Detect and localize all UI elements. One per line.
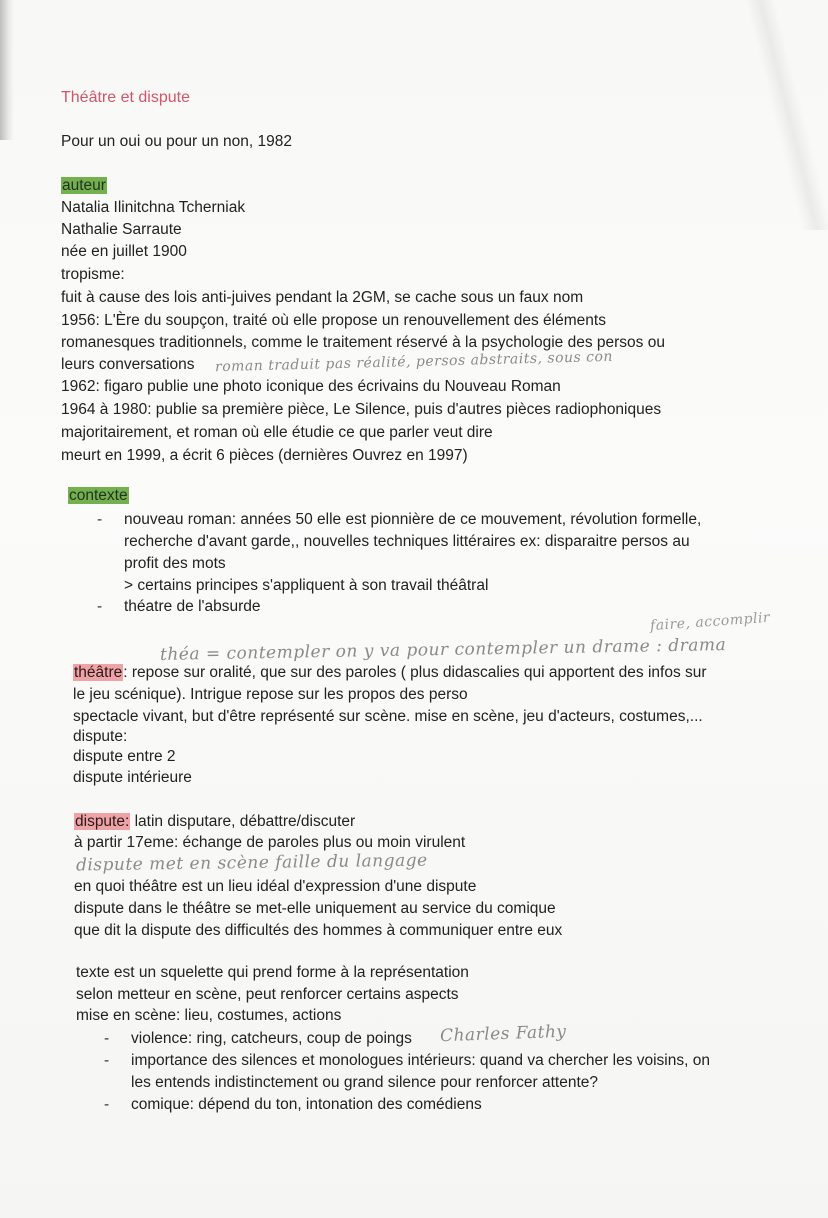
dispute-question: en quoi théâtre est un lieu idéal d'expression d'une dispute <box>74 878 477 895</box>
document-title: Théâtre et dispute <box>61 89 190 106</box>
contexte-bullet-line: recherche d'avant garde,, nouvelles techniques littéraires ex: disparaitre persos au <box>124 533 690 550</box>
theatre-line: dispute: <box>73 728 128 745</box>
dispute-line: à partir 17eme: échange de paroles plus ou moin virulent <box>74 834 466 851</box>
section-label-auteur: auteur <box>62 177 106 194</box>
auteur-line: Natalia Ilinitchna Tcherniak <box>61 199 246 216</box>
mise-en-scene-line: selon metteur en scène, peut renforcer certains aspects <box>76 986 459 1003</box>
theatre-first-line: : repose sur oralité, que sur des paroles ( plus didascalies qui apportent des infos sur <box>123 664 707 681</box>
handwritten-note-dispute: dispute met en scène faille du langage <box>75 850 428 876</box>
bullet-marker: - <box>97 511 103 528</box>
theatre-line: spectacle vivant, but d'être représenté sur scène. mise en scène, jeu d'acteurs, costumes,... <box>73 708 703 725</box>
paper-fold-shadow <box>745 0 828 230</box>
section-auteur <box>61 175 107 197</box>
auteur-line: Nathalie Sarraute <box>61 221 182 238</box>
auteur-line: fuit à cause des lois anti-juives pendant la 2GM, se cache sous un faux nom <box>61 289 584 306</box>
auteur-line: leurs conversations <box>61 356 195 373</box>
auteur-line: 1956: L'Ère du soupçon, traité où elle propose un renouvellement des éléments <box>61 312 606 329</box>
section-label-theatre: théâtre <box>74 664 123 681</box>
bullet-marker: - <box>97 598 103 615</box>
bullet-marker: - <box>104 1030 110 1047</box>
theatre-line: le jeu scénique). Intrigue repose sur les propos des perso <box>73 686 468 703</box>
theatre-line: dispute intérieure <box>73 769 192 786</box>
contexte-bullet-line: théatre de l'absurde <box>124 598 261 615</box>
dispute-question: dispute dans le théâtre se met-elle uniquement au service du comique <box>74 900 556 917</box>
paper-edge-shadow <box>0 0 14 140</box>
auteur-line: tropisme: <box>61 266 125 283</box>
auteur-line: romanesques traditionnels, comme le traitement réservé à la psychologie des persos ou <box>61 334 665 351</box>
document-subtitle: Pour un oui ou pour un non, 1982 <box>61 133 292 150</box>
auteur-line: 1964 à 1980: publie sa première pièce, Le Silence, puis d'autres pièces radiophoniques <box>61 401 662 418</box>
theatre-line: dispute entre 2 <box>73 748 176 765</box>
auteur-line: 1962: figaro publie une photo iconique des écrivains du Nouveau Roman <box>61 378 561 395</box>
section-label-dispute: dispute: <box>75 813 130 830</box>
handwritten-note-theatre: théa = contempler on y va pour contempler un drame : drama <box>159 635 727 665</box>
handwritten-note-violence: Charles Fathy <box>439 1021 567 1047</box>
mise-en-scene-bullet-line: violence: ring, catcheurs, coup de poings <box>131 1030 412 1047</box>
handwritten-note-auteur: roman traduit pas réalité, persos abstraits, sous con <box>214 348 614 376</box>
mise-en-scene-line: mise en scène: lieu, costumes, actions <box>76 1007 342 1024</box>
handwritten-note-theatre-top: faire, accomplir <box>649 609 771 635</box>
contexte-bullet-line: nouveau roman: années 50 elle est pionnière de ce mouvement, révolution formelle, <box>124 511 702 528</box>
contexte-bullet-line: profit des mots <box>124 555 226 572</box>
auteur-line: meurt en 1999, a écrit 6 pièces (dernières Ouvrez en 1997) <box>61 447 468 464</box>
dispute-first-line: latin disputare, débattre/discuter <box>130 813 356 830</box>
mise-en-scene-bullet-line: importance des silences et monologues intérieurs: quand va chercher les voisins, on <box>131 1052 710 1069</box>
auteur-line: majoritairement, et roman où elle étudie ce que parler veut dire <box>61 424 493 441</box>
bullet-marker: - <box>104 1096 110 1113</box>
mise-en-scene-bullet-line: les entends indistinctement ou grand silence pour renforcer attente? <box>131 1074 599 1091</box>
section-theatre <box>73 662 707 684</box>
bullet-marker: - <box>104 1052 110 1069</box>
mise-en-scene-line: texte est un squelette qui prend forme à la représentation <box>76 964 469 981</box>
auteur-line: née en juillet 1900 <box>61 243 187 260</box>
section-label-contexte: contexte <box>69 487 128 504</box>
section-contexte <box>68 485 129 507</box>
section-dispute <box>74 811 355 833</box>
contexte-bullet-line: > certains principes s'appliquent à son travail théâtral <box>124 577 489 594</box>
mise-en-scene-bullet-line: comique: dépend du ton, intonation des comédiens <box>131 1096 482 1113</box>
dispute-question: que dit la dispute des difficultés des hommes à communiquer entre eux <box>74 922 563 939</box>
